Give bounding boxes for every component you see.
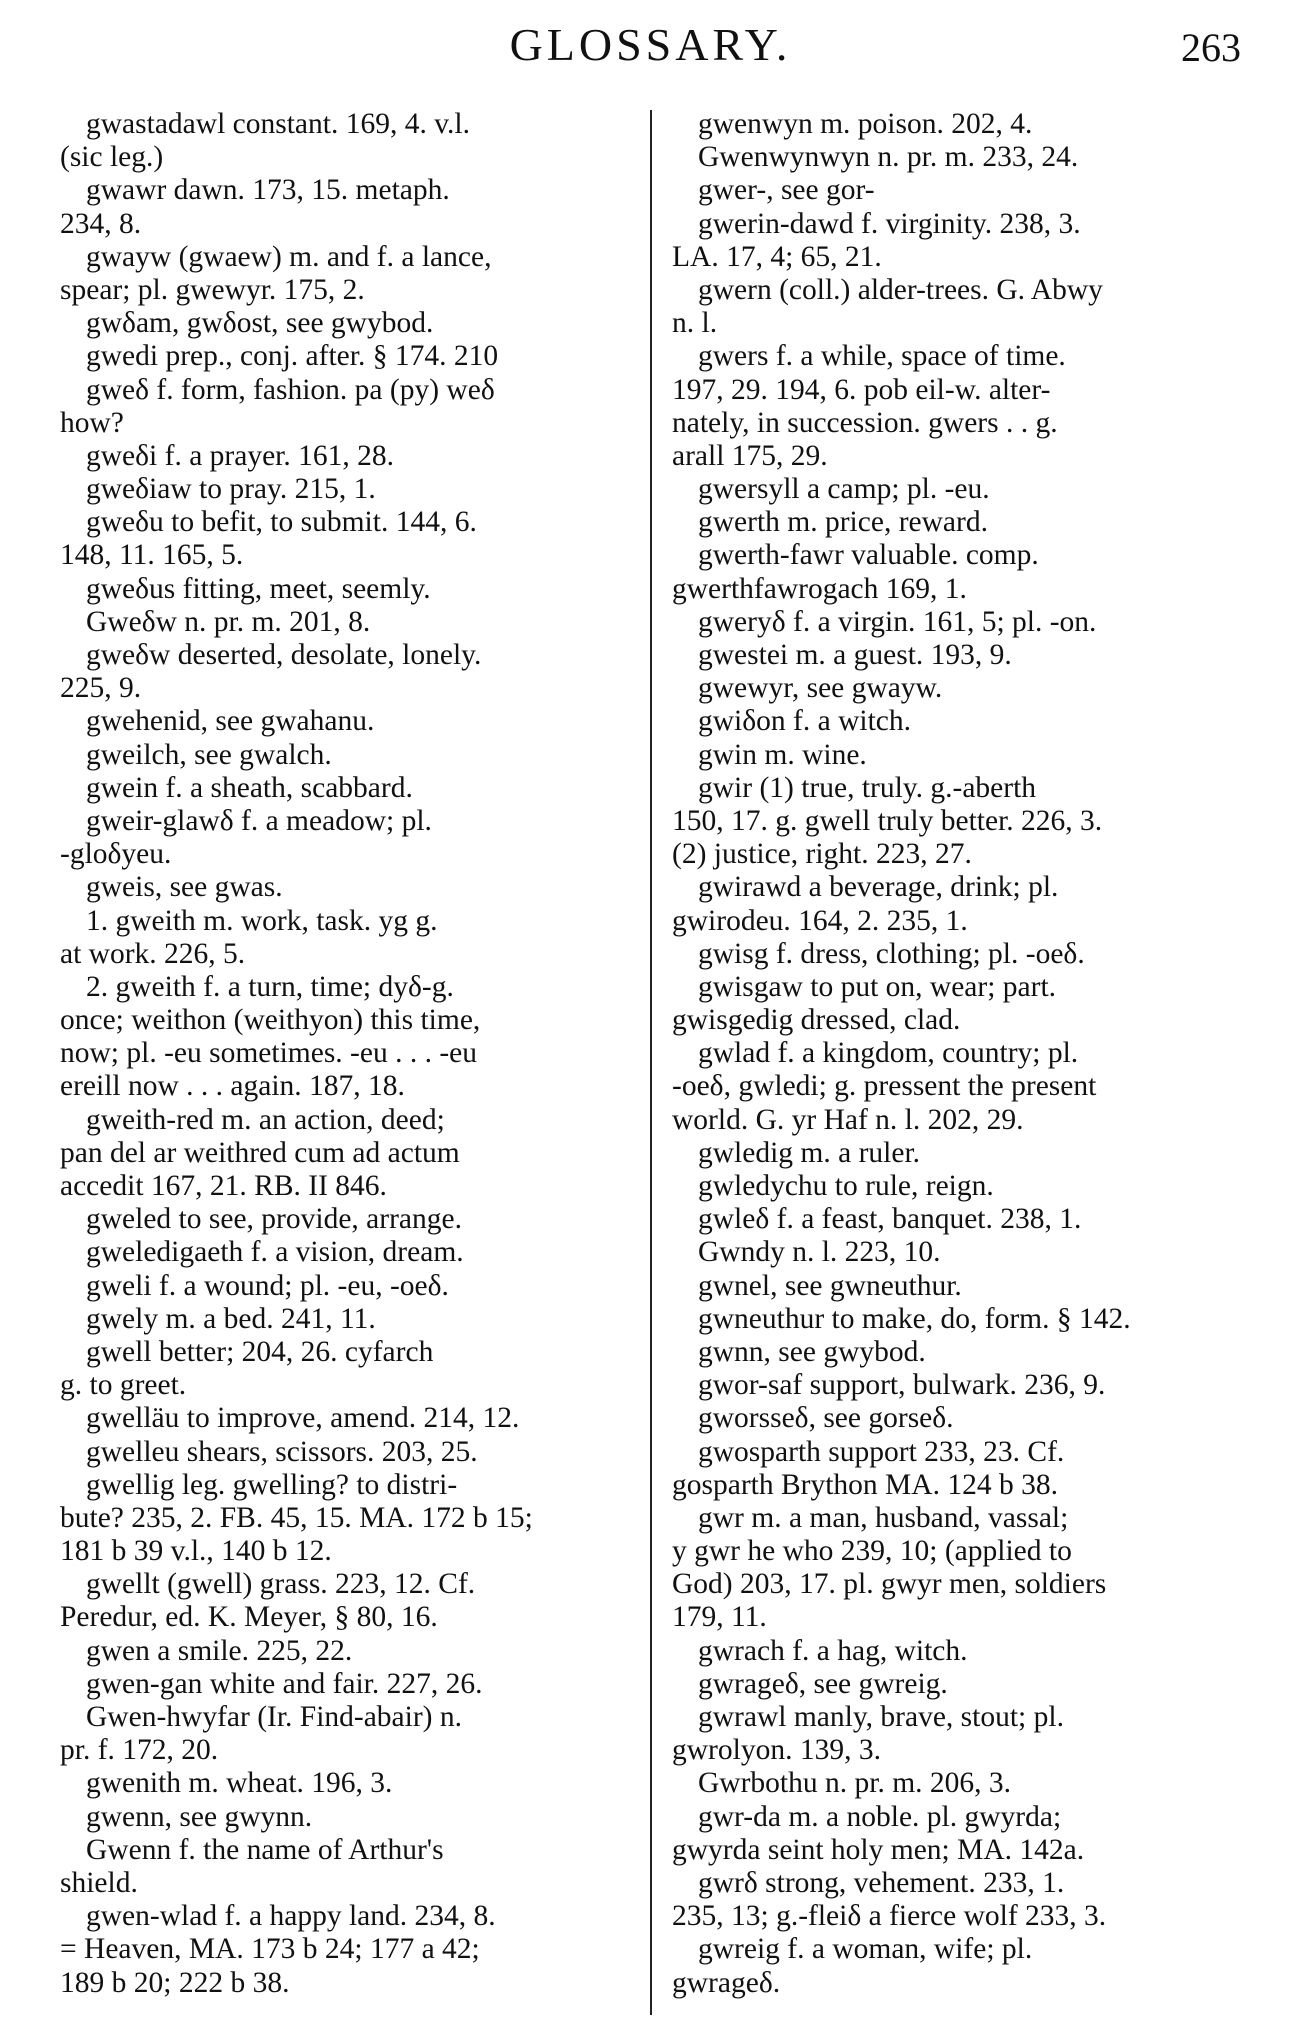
glossary-line: gwelläu to improve, amend. 214, 12. <box>86 1402 520 1435</box>
glossary-line: gwedi prep., conj. after. § 174. 210 <box>86 340 499 373</box>
glossary-line: gwir (1) true, truly. g.-aberth <box>698 771 1037 804</box>
glossary-line: Gwenwynwyn n. pr. m. 233, 24. <box>698 141 1079 174</box>
glossary-line: gwr m. a man, husband, vassal; <box>698 1501 1069 1534</box>
glossary-line: bute? 235, 2. FB. 45, 15. MA. 172 b 15; <box>60 1501 533 1534</box>
glossary-line: gwerin-dawd f. virginity. 238, 3. <box>698 207 1081 240</box>
glossary-line: how? <box>60 406 124 439</box>
glossary-line: gwrageδ, see gwreig. <box>698 1667 948 1700</box>
glossary-line: -gloδyeu. <box>60 838 172 871</box>
page-number: 263 <box>1181 25 1241 70</box>
glossary-line: gwayw (gwaew) m. and f. a lance, <box>86 240 492 273</box>
glossary-line: gwnn, see gwybod. <box>698 1335 926 1368</box>
glossary-line: gwledychu to rule, reign. <box>698 1170 994 1202</box>
glossary-line: pan del ar weithred cum ad actum <box>60 1136 460 1169</box>
glossary-line: gweir-glawδ f. a meadow; pl. <box>86 804 432 837</box>
glossary-line: gweδi f. a prayer. 161, 28. <box>86 439 394 472</box>
glossary-line: Gweδw n. pr. m. 201, 8. <box>86 605 371 638</box>
glossary-line: gwenwyn m. poison. 202, 4. <box>698 108 1033 140</box>
glossary-line: gwrach f. a hag, witch. <box>698 1634 968 1667</box>
glossary-line: ereill now . . . again. 187, 18. <box>60 1070 405 1103</box>
glossary-line: gwyrda seint holy men; MA. 142a. <box>672 1833 1085 1866</box>
glossary-line: gwen a smile. 225, 22. <box>86 1634 353 1667</box>
glossary-line: Gwrbothu n. pr. m. 206, 3. <box>698 1767 1012 1800</box>
glossary-line: gweδu to befit, to submit. 144, 6. <box>86 506 477 539</box>
glossary-line: LA. 17, 4; 65, 21. <box>672 240 882 273</box>
glossary-line: 1. gweith m. work, task. yg g. <box>86 904 438 937</box>
glossary-line: gwin m. wine. <box>698 738 867 771</box>
glossary-line: gwestei m. a guest. 193, 9. <box>698 639 1012 671</box>
glossary-line: pr. f. 172, 20. <box>60 1734 219 1767</box>
glossary-line: 2. gweith f. a turn, time; dyδ-g. <box>86 970 454 1003</box>
glossary-line: = Heaven, MA. 173 b 24; 177 a 42; <box>60 1933 480 1966</box>
glossary-line: 148, 11. 165, 5. <box>60 539 244 572</box>
glossary-line: God) 203, 17. pl. gwyr men, soldiers <box>672 1568 1107 1601</box>
glossary-line: gwδam, gwδost, see gwybod. <box>86 307 434 340</box>
glossary-line: n. l. <box>672 307 718 340</box>
glossary-line: gwewyr, see gwayw. <box>698 672 943 705</box>
glossary-line: gweδus fitting, meet, seemly. <box>86 572 431 605</box>
glossary-line: gwisgaw to put on, wear; part. <box>698 970 1057 1003</box>
glossary-line: gwehenid, see gwahanu. <box>86 705 375 738</box>
glossary-line: gwenn, see gwynn. <box>86 1800 313 1833</box>
glossary-line: gwen-wlad f. a happy land. 234, 8. <box>86 1900 496 1933</box>
page-title: GLOSSARY. <box>509 19 792 70</box>
glossary-line: gwer-, see gor- <box>698 174 875 207</box>
glossary-line: gwledig m. a ruler. <box>698 1136 921 1169</box>
glossary-line: gwreig f. a woman, wife; pl. <box>698 1933 1033 1966</box>
glossary-line: shield. <box>60 1866 138 1899</box>
glossary-line: gwastadawl constant. 169, 4. v.l. <box>86 108 470 140</box>
glossary-line: gwrawl manly, brave, stout; pl. <box>698 1701 1064 1733</box>
glossary-line: gweis, see gwas. <box>86 871 283 904</box>
glossary-line: gwern (coll.) alder-trees. G. Abwy <box>698 273 1103 306</box>
glossary-line: gweli f. a wound; pl. -eu, -oeδ. <box>86 1269 449 1302</box>
glossary-line: gwor-saf support, bulwark. 236, 9. <box>698 1369 1106 1402</box>
glossary-line: gwiδon f. a witch. <box>698 705 911 738</box>
glossary-line: gwawr dawn. 173, 15. metaph. <box>86 174 450 207</box>
glossary-line: gwleδ f. a feast, banquet. 238, 1. <box>698 1203 1082 1236</box>
page-header <box>0 18 1301 78</box>
glossary-line: Peredur, ed. K. Meyer, § 80, 16. <box>60 1601 438 1634</box>
glossary-line: gweled to see, provide, arrange. <box>86 1203 462 1236</box>
glossary-line: gwellig leg. gwelling? to distri- <box>86 1468 458 1501</box>
glossary-line: gweryδ f. a virgin. 161, 5; pl. -on. <box>698 605 1097 638</box>
glossary-line: Gwenn f. the name of Arthur's <box>86 1833 444 1866</box>
glossary-line: 181 b 39 v.l., 140 b 12. <box>60 1535 332 1568</box>
glossary-line: gworsseδ, see gorseδ. <box>698 1402 954 1435</box>
glossary-column-right <box>672 108 1232 2000</box>
glossary-line: gwerth-fawr valuable. comp. <box>698 539 1039 572</box>
glossary-line: g. to greet. <box>60 1369 187 1402</box>
glossary-line: gwrδ strong, vehement. 233, 1. <box>698 1866 1065 1899</box>
glossary-line: gwneuthur to make, do, form. § 142. <box>698 1302 1131 1335</box>
glossary-line: Gwen-hwyfar (Ir. Find-abair) n. <box>86 1701 462 1733</box>
glossary-line: gweledigaeth f. a vision, dream. <box>86 1236 464 1269</box>
glossary-line: gwenith m. wheat. 196, 3. <box>86 1767 393 1800</box>
glossary-line: arall 175, 29. <box>672 439 828 472</box>
glossary-line: gwely m. a bed. 241, 11. <box>86 1302 376 1335</box>
glossary-line: now; pl. -eu sometimes. -eu . . . -eu <box>60 1037 478 1070</box>
glossary-line: gwnel, see gwneuthur. <box>698 1269 962 1302</box>
glossary-line: gwerth m. price, reward. <box>698 506 988 539</box>
glossary-line: gweilch, see gwalch. <box>86 738 332 771</box>
glossary-line: spear; pl. gwewyr. 175, 2. <box>60 273 365 306</box>
glossary-line: -oeδ, gwledi; g. pressent the present <box>672 1070 1097 1103</box>
glossary-line: gweδ f. form, fashion. pa (py) weδ <box>86 373 495 406</box>
glossary-line: 225, 9. <box>60 672 142 705</box>
glossary-line: gwlad f. a kingdom, country; pl. <box>698 1037 1079 1070</box>
glossary-line: gwrageδ. <box>672 1966 781 1999</box>
glossary-line: gwell better; 204, 26. cyfarch <box>86 1335 434 1368</box>
glossary-line: gweith-red m. an action, deed; <box>86 1103 445 1136</box>
glossary-line: gweδiaw to pray. 215, 1. <box>86 473 376 506</box>
glossary-line: gwirawd a beverage, drink; pl. <box>698 871 1059 904</box>
glossary-line: gwersyll a camp; pl. -eu. <box>698 473 990 506</box>
glossary-line: at work. 226, 5. <box>60 937 246 970</box>
glossary-line: gwr-da m. a noble. pl. gwyrda; <box>698 1800 1062 1833</box>
glossary-line: gwrolyon. 139, 3. <box>672 1734 881 1767</box>
glossary-line: nately, in succession. gwers . . g. <box>672 406 1058 439</box>
glossary-line: gwen-gan white and fair. 227, 26. <box>86 1667 483 1700</box>
glossary-line: Gwndy n. l. 223, 10. <box>698 1236 941 1269</box>
column-divider <box>650 110 652 2015</box>
glossary-line: gosparth Brython MA. 124 b 38. <box>672 1468 1058 1501</box>
glossary-line: gwers f. a while, space of time. <box>698 340 1066 373</box>
glossary-line: 234, 8. <box>60 207 142 240</box>
glossary-line: 179, 11. <box>672 1601 767 1634</box>
glossary-line: accedit 167, 21. RB. II 846. <box>60 1170 387 1202</box>
glossary-line: 197, 29. 194, 6. pob eil-w. alter- <box>672 373 1051 406</box>
glossary-line: gwisg f. dress, clothing; pl. -oeδ. <box>698 937 1085 970</box>
glossary-line: gwein f. a sheath, scabbard. <box>86 771 413 804</box>
glossary-line: (2) justice, right. 223, 27. <box>672 838 972 871</box>
glossary-line: 189 b 20; 222 b 38. <box>60 1966 290 1999</box>
glossary-line: gwerthfawrogach 169, 1. <box>672 572 967 605</box>
glossary-line: gwisgedig dressed, clad. <box>672 1004 961 1037</box>
glossary-line: once; weithon (weithyon) this time, <box>60 1004 481 1037</box>
glossary-line: 150, 17. g. gwell truly better. 226, 3. <box>672 804 1103 837</box>
glossary-line: gweδw deserted, desolate, lonely. <box>86 639 482 671</box>
glossary-line: gwosparth support 233, 23. Cf. <box>698 1435 1065 1468</box>
glossary-line: (sic leg.) <box>60 141 164 174</box>
glossary-line: y gwr he who 239, 10; (applied to <box>672 1535 1072 1568</box>
glossary-line: world. G. yr Haf n. l. 202, 29. <box>672 1103 1024 1136</box>
glossary-line: gwellt (gwell) grass. 223, 12. Cf. <box>86 1568 476 1601</box>
glossary-line: gwirodeu. 164, 2. 235, 1. <box>672 904 968 937</box>
glossary-line: 235, 13; g.-fleiδ a fierce wolf 233, 3. <box>672 1900 1107 1933</box>
glossary-column-left <box>60 108 620 2000</box>
glossary-line: gwelleu shears, scissors. 203, 25. <box>86 1435 478 1468</box>
